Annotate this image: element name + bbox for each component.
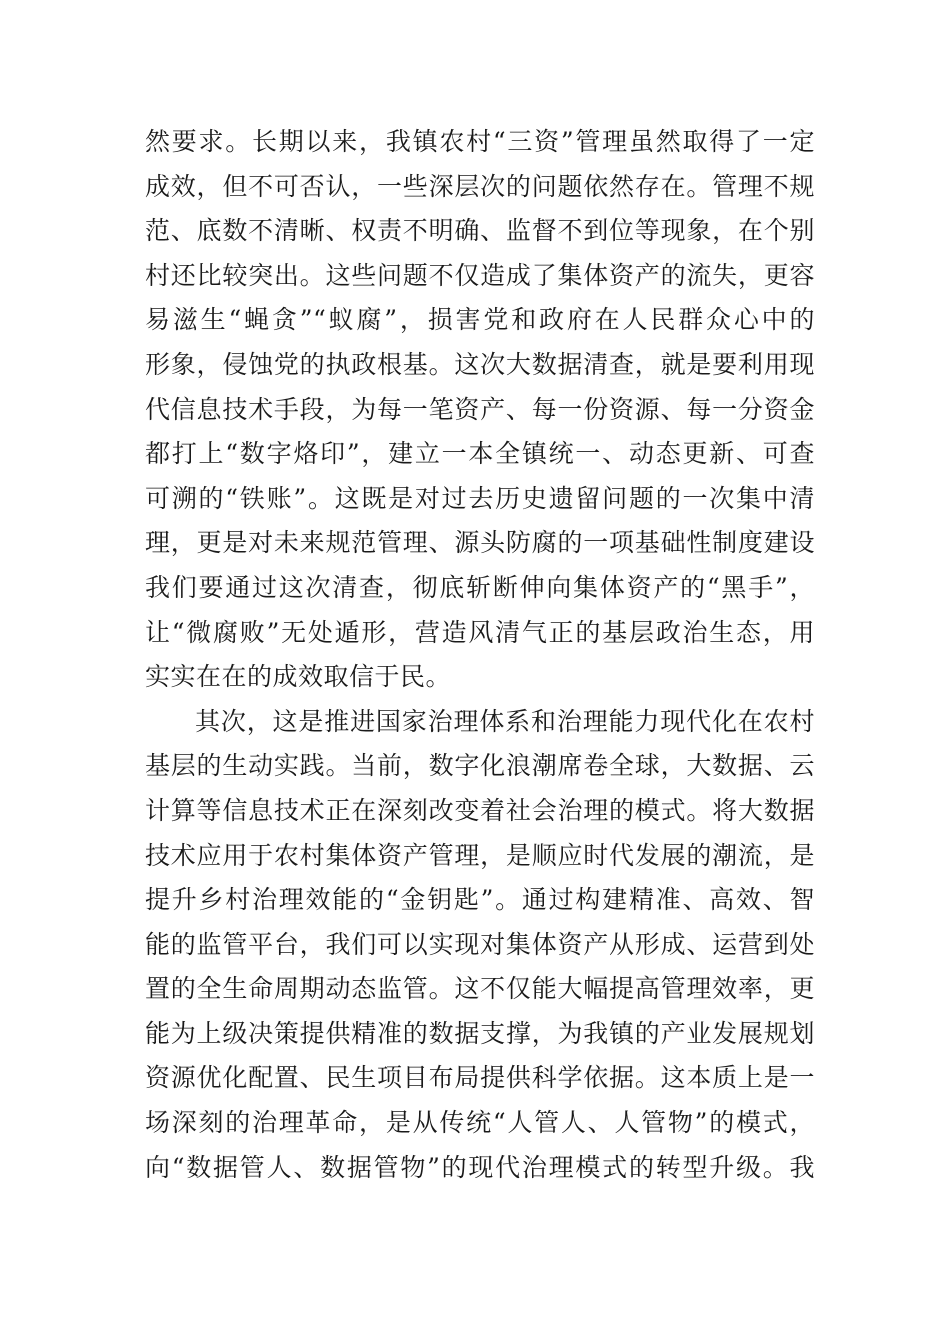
text-line: 资源优化配置、民生项目布局提供科学依据。这本质上是一 xyxy=(145,1063,815,1093)
text-line: 代信息技术手段，为每一笔资产、每一份资源、每一分资金 xyxy=(145,394,815,424)
text-line: 技术应用于农村集体资产管理，是顺应时代发展的潮流，是 xyxy=(145,840,815,870)
text-line: 其次，这是推进国家治理体系和治理能力现代化在农村 xyxy=(195,706,815,736)
text-line: 向“数据管人、数据管物”的现代治理模式的转型升级。我 xyxy=(145,1152,815,1182)
paragraph-1 xyxy=(145,120,815,700)
text-line: 范、底数不清晰、权责不明确、监督不到位等现象，在个别 xyxy=(145,216,815,246)
text-line: 提升乡村治理效能的“金钥匙”。通过构建精准、高效、智 xyxy=(145,885,815,915)
text-line: 可溯的“铁账”。这既是对过去历史遗留问题的一次集中清 xyxy=(145,483,815,513)
text-line: 计算等信息技术正在深刻改变着社会治理的模式。将大数据 xyxy=(145,795,815,825)
text-line: 然要求。长期以来，我镇农村“三资”管理虽然取得了一定 xyxy=(145,127,815,156)
text-line: 理，更是对未来规范管理、源头防腐的一项基础性制度建设 xyxy=(145,528,815,558)
text-line: 让“微腐败”无处遁形，营造风清气正的基层政治生态，用 xyxy=(145,617,815,647)
text-line: 我们要通过这次清查，彻底斩断伸向集体资产的“黑手”， xyxy=(145,572,815,602)
text-line: 实实在在的成效取信于民。 xyxy=(145,662,452,692)
body-text xyxy=(145,120,815,1190)
text-line: 基层的生动实践。当前，数字化浪潮席卷全球，大数据、云 xyxy=(145,751,815,781)
text-line: 易滋生“蝇贪”“蚁腐”，损害党和政府在人民群众心中的 xyxy=(145,305,815,335)
text-line: 能的监管平台，我们可以实现对集体资产从形成、运营到处 xyxy=(145,929,815,959)
text-line: 能为上级决策提供精准的数据支撑，为我镇的产业发展规划 xyxy=(145,1018,815,1048)
text-line: 都打上“数字烙印”，建立一本全镇统一、动态更新、可查 xyxy=(145,439,815,469)
text-line: 村还比较突出。这些问题不仅造成了集体资产的流失，更容 xyxy=(145,260,815,290)
text-line: 置的全生命周期动态监管。这不仅能大幅提高管理效率，更 xyxy=(145,974,815,1004)
paragraph-2 xyxy=(145,700,815,1191)
text-line: 成效，但不可否认，一些深层次的问题依然存在。管理不规 xyxy=(145,171,815,201)
text-line: 场深刻的治理革命，是从传统“人管人、人管物”的模式， xyxy=(145,1108,815,1138)
text-line: 形象，侵蚀党的执政根基。这次大数据清查，就是要利用现 xyxy=(145,349,815,379)
